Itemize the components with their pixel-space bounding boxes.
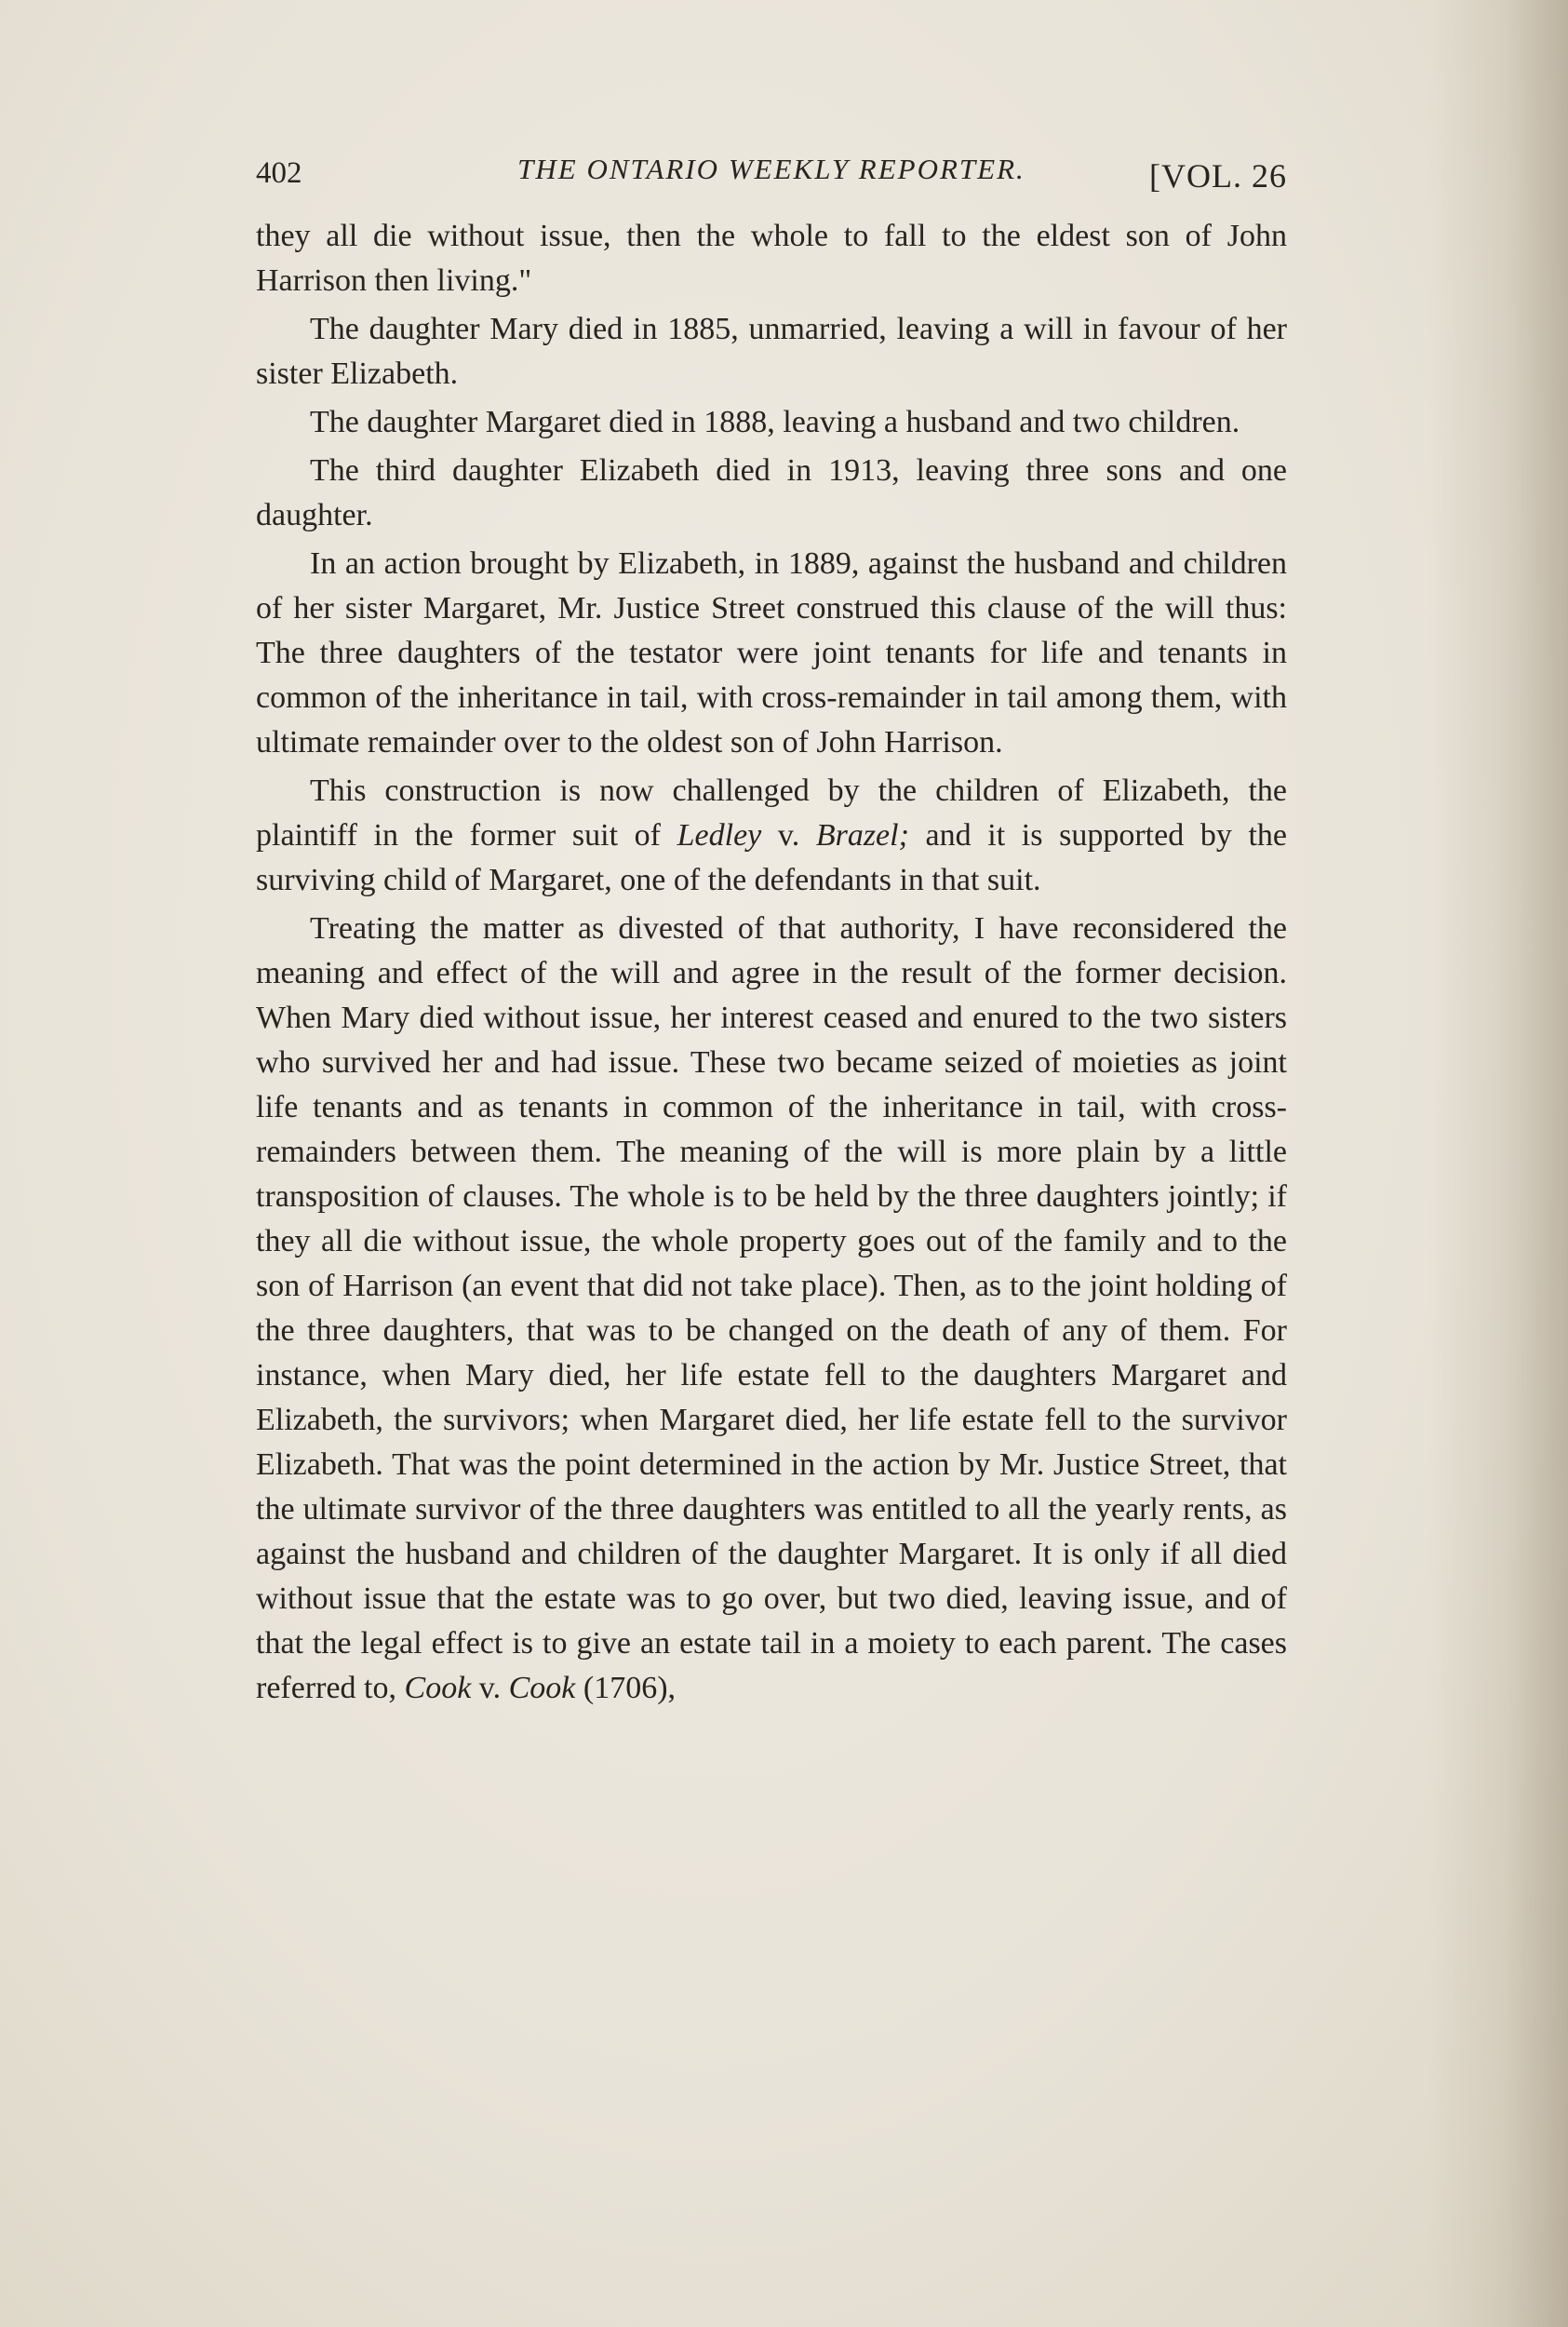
- page-number: 402: [256, 156, 302, 190]
- paragraph-2: The daughter Mary died in 1885, unmarried, leaving a will in favour of her sister Elizabeth.: [256, 312, 1287, 391]
- case-versus: v.: [471, 1671, 509, 1705]
- paragraph-7-text-before: Treating the matter as divested of that authority, I have reconsidered the meaning and effect of the will and agree in the result of the former decision. When Mary died without issue, her interest ceased and enured to the two sisters who survived her and had issue. These two became seized of moieties as joint life tenants and as tenants in common of the inheritance in tail, with cross-remainders between them. The meaning of the will is more plain by a little transposition of clauses. The whole is to be held by the three daughters jointly; if they all die without issue, the whole property goes out of the family and to the son of Harrison (an event that did not take place). Then, as to the joint holding of the three daughters, that was to be changed on the death of any of them. For instance, when Mary died, her life estate fell to the daughters Margaret and Elizabeth, the survivors; when Margaret died, her life estate fell to the survivor Elizabeth. That was the point determined in the action by Mr. Justice Street, that the ultimate survivor of the three daughters was entitled to all the yearly rents, as against the husband and children of the daughter Margaret. It is only if all died without issue that the estate was to go over, but two died, leaving issue, and of that the legal effect is to give an estate tail in a moiety to each parent. The cases referred to,: [256, 911, 1287, 1705]
- paragraph-7: [256, 907, 1287, 1711]
- body-text: [256, 214, 1287, 1711]
- paragraph-5: In an action brought by Elizabeth, in 1889, against the husband and children of her sister Margaret, Mr. Justice Street construed this clause of the will thus: The three daughters of the testator were joint tenants for life and tenants in common of the inheritance in tail, with cross-remainder in tail among them, with ultimate remainder over to the oldest son of John Harrison.: [256, 546, 1287, 760]
- paragraph-6-text-before: This construction is now challenged by the children of Elizabeth, the plaintiff in the former suit of: [256, 773, 1287, 853]
- paragraph-4: The third daughter Elizabeth died in 1913, leaving three sons and one daughter.: [256, 453, 1287, 532]
- page-gutter-shadow: [1428, 0, 1568, 2327]
- paragraph-6-text-after: and it is supported by the surviving child of Margaret, one of the defendants in that suit.: [256, 818, 1287, 897]
- case-name-brazel: Brazel;: [815, 818, 909, 853]
- case-name-cook: Cook: [404, 1671, 472, 1705]
- case-name-ledley: Ledley: [677, 818, 762, 853]
- text-block: [256, 140, 1287, 1711]
- paragraph-3: The daughter Margaret died in 1888, leaving a husband and two children.: [310, 405, 1240, 439]
- case-name-cook-2: Cook: [508, 1671, 576, 1705]
- journal-title: THE ONTARIO WEEKLY REPORTER.: [517, 153, 1025, 185]
- paragraph-7-text-after: (1706),: [575, 1671, 677, 1705]
- paragraph-6: [256, 769, 1287, 903]
- paragraph-1: they all die without issue, then the whole to fall to the eldest son of John Harrison then living.": [256, 219, 1287, 298]
- case-versus: v.: [761, 818, 816, 853]
- volume-number: [VOL. 26: [1149, 157, 1287, 195]
- running-head: [256, 140, 1287, 214]
